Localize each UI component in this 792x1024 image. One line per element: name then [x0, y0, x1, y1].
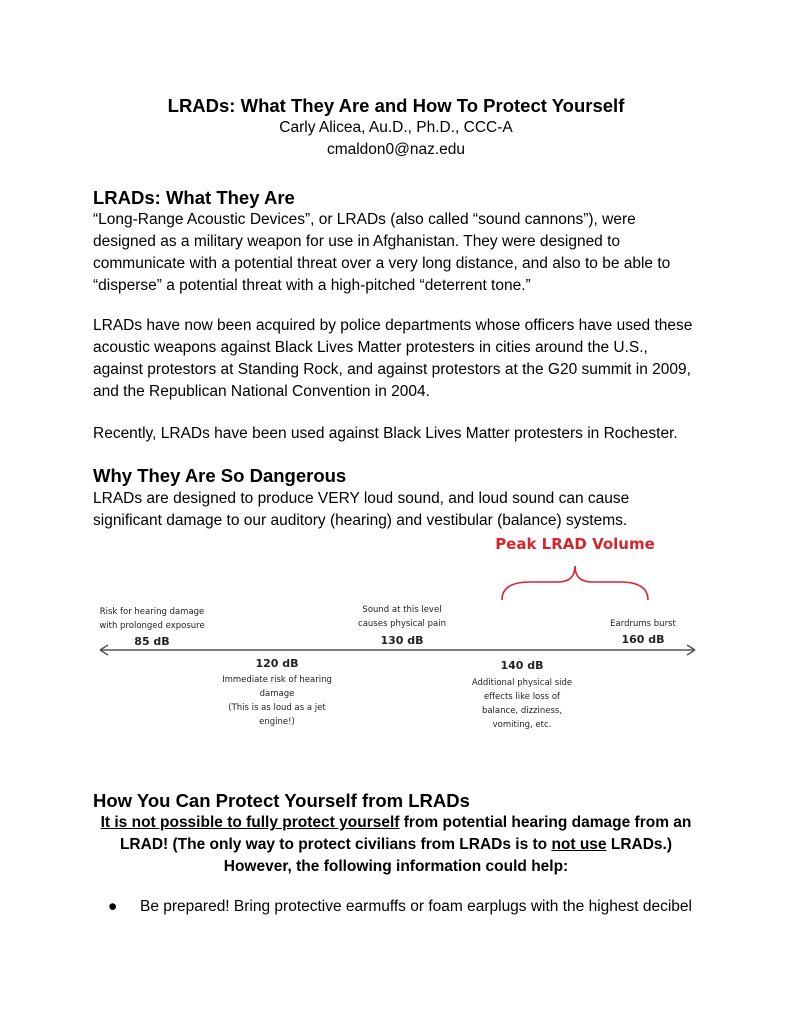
warning-line-3: However, the following information could help: — [223, 858, 569, 875]
text-line: against protestors at Standing Rock, and against protestors at the G20 summit in 2009, — [93, 361, 691, 378]
warning-underlined-text: not use — [551, 836, 607, 853]
scale-point-140 — [472, 659, 572, 730]
warning-underlined-text: It is not possible to fully protect yourself — [100, 814, 400, 831]
author-email: cmaldon0@naz.edu — [326, 141, 466, 158]
scale-db-value: 85 dB — [134, 635, 170, 648]
text-line: significant damage to our auditory (hearing) and vestibular (balance) systems. — [93, 512, 628, 529]
scale-point-160 — [610, 619, 676, 646]
text-line: “Long-Range Acoustic Devices”, or LRADs (also called “sound cannons”), were — [93, 211, 636, 228]
section-heading-protect: How You Can Protect Yourself from LRADs — [93, 790, 470, 811]
warning-line-1 — [0, 812, 792, 834]
document-title: LRADs: What They Are and How To Protect Yourself — [167, 95, 625, 116]
scale-db-value: 140 dB — [500, 659, 544, 672]
warning-line-2 — [0, 834, 792, 856]
text-line: LRADs are designed to produce VERY loud sound, and loud sound can cause — [93, 490, 630, 507]
scale-desc-line: Additional physical side — [471, 678, 573, 688]
text-line: “disperse” a potential threat with a high-pitched “deterrent tone.” — [93, 277, 531, 294]
text-line: Recently, LRADs have been used against Black Lives Matter protesters in Rochester. — [93, 425, 678, 442]
author-line: Carly Alicea, Au.D., Ph.D., CCC-A — [279, 119, 513, 136]
peak-lrad-label: Peak LRAD Volume — [495, 535, 655, 553]
scale-db-value: 120 dB — [255, 657, 299, 670]
warning-text: LRAD! (The only way to protect civilians from LRADs is to — [119, 836, 552, 853]
section-heading-what-they-are: LRADs: What They Are — [93, 187, 295, 208]
scale-db-value: 130 dB — [380, 634, 424, 647]
warning-text: LRADs.) — [606, 836, 673, 853]
text-line: communicate with a potential threat over a very long distance, and also to be able to — [93, 255, 671, 272]
scale-desc-line: effects like loss of — [483, 692, 561, 702]
scale-desc-line: balance, dizziness, — [481, 706, 563, 716]
protection-warning — [0, 812, 792, 878]
scale-db-value: 160 dB — [621, 633, 665, 646]
text-line: LRADs have now been acquired by police departments whose officers have used these — [93, 317, 693, 334]
scale-desc-line: engine!) — [259, 717, 295, 727]
text-line: acoustic weapons against Black Lives Matter protesters in cities around the U.S., — [93, 339, 648, 356]
text-line: and the Republican National Convention in 2004. — [93, 383, 430, 400]
bullet-icon: ● — [108, 898, 118, 915]
warning-rest-text: from potential hearing damage from an — [399, 814, 692, 831]
section-heading-dangerous: Why They Are So Dangerous — [93, 465, 347, 486]
scale-desc-line: causes physical pain — [358, 619, 446, 629]
scale-desc-line: (This is as loud as a jet — [228, 703, 326, 713]
scale-desc-line: Sound at this level — [362, 605, 442, 615]
scale-desc-line: damage — [259, 689, 295, 699]
scale-point-130 — [358, 605, 446, 647]
scale-point-120 — [222, 657, 332, 727]
scale-point-85 — [99, 607, 204, 648]
scale-desc-line: with prolonged exposure — [99, 621, 205, 631]
scale-desc-line: vomiting, etc. — [492, 720, 552, 730]
scale-desc-line: Immediate risk of hearing — [222, 675, 332, 685]
scale-desc-line: Eardrums burst — [610, 619, 676, 629]
scale-desc-line: Risk for hearing damage — [99, 607, 205, 617]
bullet-text: Be prepared! Bring protective earmuffs or foam earplugs with the highest decibel — [140, 898, 692, 915]
text-line: designed as a military weapon for use in Afghanistan. They were designed to — [93, 233, 621, 250]
peak-range-brace — [502, 566, 648, 600]
